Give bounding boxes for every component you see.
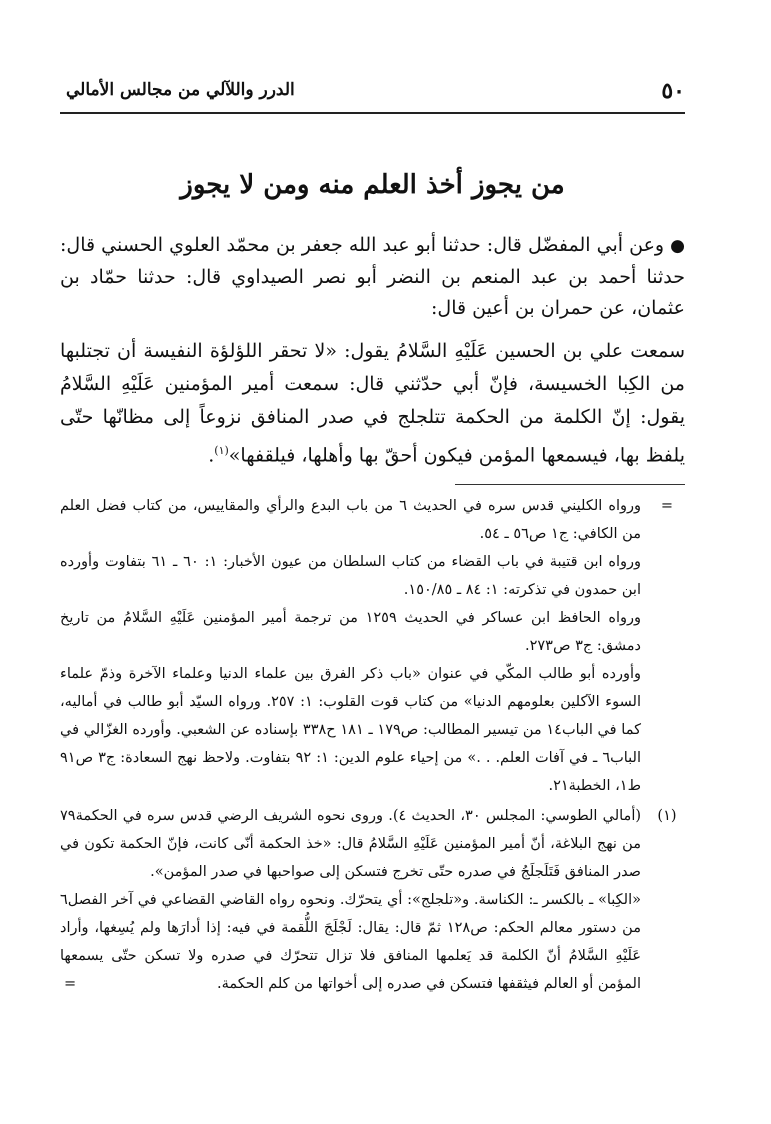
- book-title: الدرر واللآلي من مجالس الأمالي: [66, 80, 295, 100]
- header-rule: [60, 112, 685, 114]
- footnote-continuation: [60, 492, 685, 800]
- footnote-1: [60, 802, 685, 998]
- footnotes: [60, 492, 685, 998]
- footnote-paragraph: ورواه الحافظ ابن عساكر في الحديث ١٢٥٩ من ترجمة أمير المؤمنين عَلَيْهِ السَّلامُ من تاريخ دمشق: ج٣ ص٢٧٣.: [60, 610, 641, 654]
- footnote-paragraph: (أمالي الطوسي: المجلس ٣٠، الحديث ٤). وروى نحوه الشريف الرضي قدس سره في الحكمة٧٩ من نهج البلاغة، أنّ أمير المؤمنين عَلَيْهِ السَّلامُ قال: «خذ الحكمة أنّى كانت، فإنّ الحكمة تكون في صدر المنافق فَتَلَجلَجُ في صدره حتّى تخرج فتسكن إلى صواحبها في صدر المؤمن».: [60, 808, 642, 880]
- footnote-rule: [455, 484, 685, 485]
- section-title: من يجوز أخذ العلم منه ومن لا يجوز: [180, 170, 565, 200]
- page-number: ٥٠: [661, 78, 685, 104]
- hadith-paragraph: [60, 335, 685, 472]
- continues-marker: =: [64, 976, 77, 992]
- footnote-number: (١): [657, 808, 677, 824]
- isnad-paragraph: [60, 230, 685, 324]
- running-header: [66, 78, 685, 106]
- footnote-reference[interactable]: (١): [214, 444, 229, 457]
- hadith-end: .: [208, 444, 215, 467]
- footnote-paragraph: وأورده أبو طالب المكّي في عنوان «باب ذكر الفرق بين علماء الدنيا وعلماء الآخرة وذمّ علماء السوء الآكلين بعلومهم الدنيا» من كتاب قوت القلوب: ١: ٢٥٧. ورواه السيّد أبو طالب في أماليه، كما في الباب١٤ من تيسير المطالب: ص١٧٩ ـ ١٨١ ح٣٣٨ بإسناده عن الشعبي. وأورده الغزّالي في الباب٦ ـ في آفات العلم. . .» من إحياء علوم الدين: ١: ٩٢ بتفاوت. ولاحظ نهج السعادة: ج٣ ص٩١ ط١، الخطبة٢١.: [60, 666, 641, 794]
- footnote-paragraph: ورواه الكليني قدس سره في الحديث ٦ من باب البدع والرأي والمقاييس، من كتاب فضل العلم من الكافي: ج١ ص٥٦ ـ ٥٤.: [60, 498, 642, 542]
- isnad-text: وعن أبي المفضّل قال: حدثنا أبو عبد الله جعفر بن محمّد العلوي الحسني قال: حدثنا أحمد بن عبد المنعم بن النضر أبو نصر الصيداوي قال: حدثنا حمّاد بن عثمان، عن حمران بن أعين قال:: [60, 234, 685, 319]
- bullet-icon: ●: [670, 236, 686, 256]
- footnote-paragraph: «الكِبا» ـ بالكسر ـ: الكناسة. و«تلجلج»: أي يتحرّك. ونحوه رواه القاضي القضاعي في آخر الفصل٦ من دستور معالم الحكم: ص١٢٨ ثمّ قال: يقال: لَجْلَجَ اللُّقمة في فيه: إذا أدارَها ولم يُسِغها، وأراد عَلَيْهِ السَّلامُ أنّ الكلمة قد يَعلمها المنافق فلا تزال تتحرّك في صدره ولا تسكن حتّى يسمعها المؤمن أو العالم فيثقفها فتسكن في صدره إلى أخواتها من كلم الحكمة.: [60, 892, 641, 992]
- hadith-text: سمعت علي بن الحسين عَلَيْهِ السَّلامُ يقول: «لا تحقر اللؤلؤة النفيسة أن تجتلبها من الكِبا الخسيسة، فإنّ أبي حدّثني قال: سمعت أمير المؤمنين عَلَيْهِ السَّلامُ يقول: إنّ الكلمة من الحكمة تتلجلج في صدر المنافق نزوعاً إلى مظانّها حتّى يلفظ بها، فيسمعها المؤمن فيكون أحقّ بها وأهلها، فيلقفها»: [60, 340, 685, 467]
- continuation-marker: =: [660, 498, 674, 514]
- footnote-paragraph: ورواه ابن قتيبة في باب القضاء من كتاب السلطان من عيون الأخبار: ١: ٦٠ ـ ٦١ بتفاوت وأورده ابن حمدون في تذكرته: ١: ٨٤ ـ ١٥٠/٨٥.: [60, 554, 642, 598]
